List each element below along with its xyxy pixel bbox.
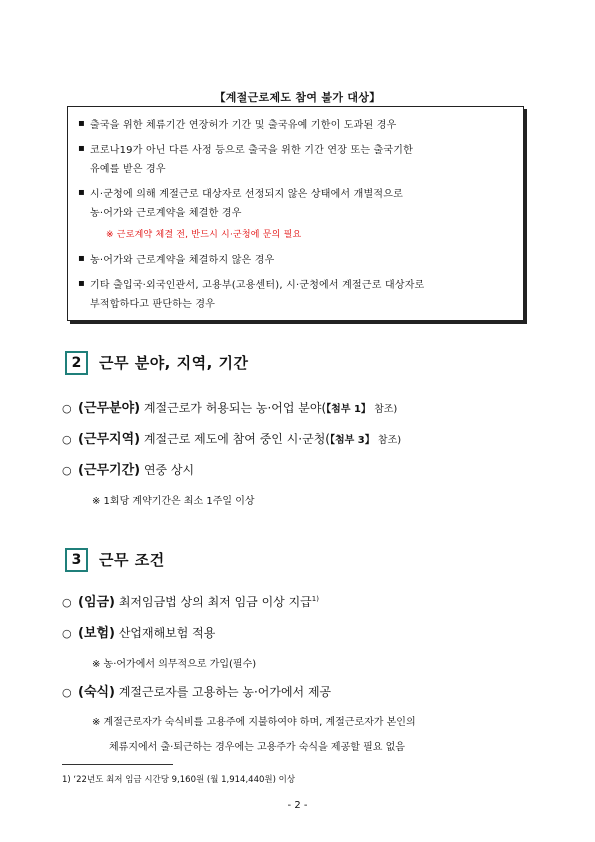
section-2-note: ※ 1회당 계약기간은 최소 1주일 이상 xyxy=(92,496,255,507)
item-text: 산업재해보험 적용 xyxy=(115,626,216,640)
box-item-5-line2: 부적합하다고 판단하는 경우 xyxy=(90,299,216,310)
item-text: 계절근로 제도에 참여 중인 시·군청( xyxy=(140,432,330,446)
footnote: 1) ‘22년도 최저 임금 시간당 9,160원 (월 1,914,440원) 이상 xyxy=(62,775,296,785)
item-label: (임금) xyxy=(78,595,115,610)
box-title: 【계절근로제도 참여 불가 대상】 xyxy=(214,91,381,104)
circle-bullet: ○ xyxy=(62,464,72,477)
bullet-marker: ▪ xyxy=(78,118,85,129)
item-label: (근무지역) xyxy=(78,432,141,447)
section-2-title: 근무 분야, 지역, 기간 xyxy=(99,354,249,372)
box-item-2-line2: 유예를 받은 경우 xyxy=(90,164,166,175)
item-text: 최저임금법 상의 최저 임금 이상 지급 xyxy=(115,595,312,609)
item-label: (숙식) xyxy=(78,685,115,700)
section-3-lodging-note-line2: 체류지에서 출·퇴근하는 경우에는 고용주가 숙식을 제공할 필요 없음 xyxy=(109,742,405,753)
footnote-marker: 1) xyxy=(311,595,319,603)
bullet-marker: ▪ xyxy=(78,143,85,154)
box-item-2-line1: 코로나19가 아닌 다른 사정 등으로 출국을 위한 기간 연장 또는 출국기한 xyxy=(90,145,413,156)
item-tail: 참조) xyxy=(374,435,402,446)
attachment-ref: 【첨부 3】 xyxy=(329,435,375,446)
circle-bullet: ○ xyxy=(62,596,72,609)
section-3-item-1 xyxy=(62,591,319,610)
item-label: (근무기간) xyxy=(78,463,141,478)
section-3-number: 3 xyxy=(65,548,88,572)
circle-bullet: ○ xyxy=(62,433,72,446)
item-text: 연중 상시 xyxy=(140,463,195,477)
box-item-3-line1: 시·군청에 의해 계절근로 대상자로 선정되지 않은 상태에서 개별적으로 xyxy=(90,189,403,200)
section-3-insurance-note: ※ 농·어가에서 의무적으로 가입(필수) xyxy=(92,659,257,670)
box-item-4: 농·어가와 근로계약을 체결하지 않은 경우 xyxy=(90,255,275,266)
box-item-1: 출국을 위한 체류기간 연장허가 기간 및 출국유예 기한이 도과된 경우 xyxy=(90,120,397,131)
box-item-3-warning: ※ 근로계약 체결 전, 반드시 시·군청에 문의 필요 xyxy=(106,230,302,240)
section-2-item-3 xyxy=(62,459,194,478)
item-text: 계절근로가 허용되는 농·어업 분야( xyxy=(140,401,327,415)
item-label: (보험) xyxy=(78,626,115,641)
section-3-item-2 xyxy=(62,622,215,641)
bullet-marker: ▪ xyxy=(78,253,85,264)
item-label: (근무분야) xyxy=(78,401,141,416)
section-2-item-1 xyxy=(62,397,397,416)
ineligible-box xyxy=(67,106,524,321)
circle-bullet: ○ xyxy=(62,686,72,699)
page-number: - 2 - xyxy=(287,800,308,811)
section-3-title: 근무 조건 xyxy=(99,551,165,569)
circle-bullet: ○ xyxy=(62,627,72,640)
bullet-marker: ▪ xyxy=(78,278,85,289)
box-item-3-line2: 농·어가와 근로계약을 체결한 경우 xyxy=(90,208,242,219)
section-2-item-2 xyxy=(62,428,401,447)
item-tail: 참조) xyxy=(370,404,398,415)
circle-bullet: ○ xyxy=(62,402,72,415)
item-text: 계절근로자를 고용하는 농·어가에서 제공 xyxy=(115,685,332,699)
box-item-5-line1: 기타 출입국·외국인관서, 고용부(고용센터), 시·군청에서 계절근로 대상자로 xyxy=(90,280,425,291)
section-2-number: 2 xyxy=(65,351,88,375)
section-3-lodging-note-line1: ※ 계절근로자가 숙식비를 고용주에 지불하여야 하며, 계절근로자가 본인의 xyxy=(92,717,416,728)
section-3-item-3 xyxy=(62,681,331,700)
attachment-ref: 【첨부 1】 xyxy=(326,404,371,415)
footnote-divider xyxy=(62,764,173,765)
bullet-marker: ▪ xyxy=(78,187,85,198)
